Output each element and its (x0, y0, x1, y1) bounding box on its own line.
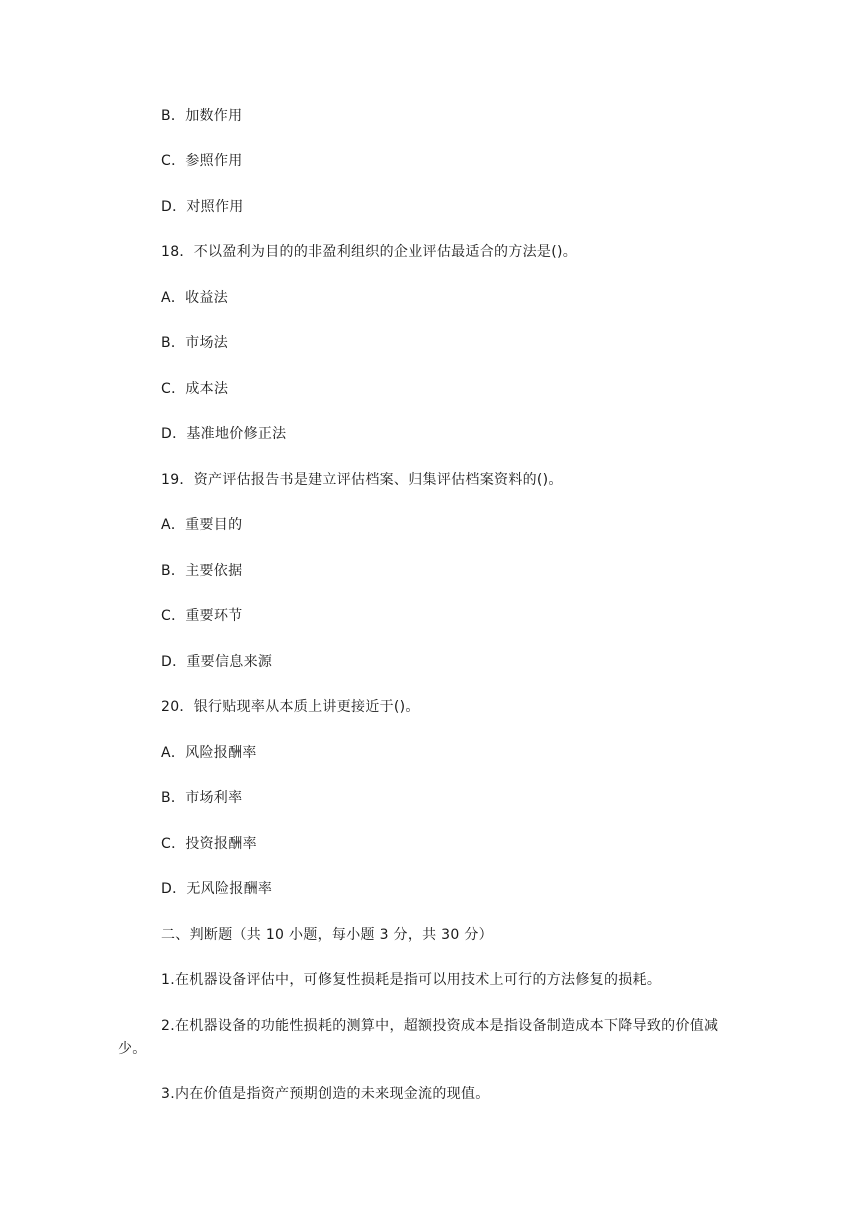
option-17-b: B．加数作用 (161, 108, 243, 124)
option-20-c: C．投资报酬率 (161, 836, 257, 852)
option-19-a: A．重要目的 (161, 517, 243, 533)
question-20: 20．银行贴现率从本质上讲更接近于()。 (161, 699, 420, 715)
question-19: 19．资产评估报告书是建立评估档案、归集评估档案资料的()。 (161, 472, 563, 488)
judgement-item-1: 1.在机器设备评估中，可修复性损耗是指可以用技术上可行的方法修复的损耗。 (161, 972, 662, 988)
option-18-c: C．成本法 (161, 381, 229, 397)
option-18-a: A．收益法 (161, 290, 229, 306)
judgement-item-3: 3.内在价值是指资产预期创造的未来现金流的现值。 (161, 1086, 490, 1102)
option-20-a: A．风险报酬率 (161, 745, 257, 761)
option-18-d: D．基准地价修正法 (161, 426, 287, 442)
judgement-item-2: 2.在机器设备的功能性损耗的测算中，超额投资成本是指设备制造成本下降导致的价值减少。 (118, 1018, 719, 1057)
option-19-c: C．重要环节 (161, 608, 243, 624)
option-20-b: B．市场利率 (161, 790, 243, 806)
question-18: 18．不以盈利为目的的非盈利组织的企业评估最适合的方法是()。 (161, 244, 578, 260)
option-18-b: B．市场法 (161, 335, 229, 351)
option-17-d: D．对照作用 (161, 199, 244, 215)
section-heading-judgement: 二、判断题（共 10 小题，每小题 3 分，共 30 分） (161, 927, 493, 943)
option-17-c: C．参照作用 (161, 153, 243, 169)
option-19-d: D．重要信息来源 (161, 654, 273, 670)
option-19-b: B．主要依据 (161, 563, 243, 579)
option-20-d: D．无风险报酬率 (161, 881, 273, 897)
